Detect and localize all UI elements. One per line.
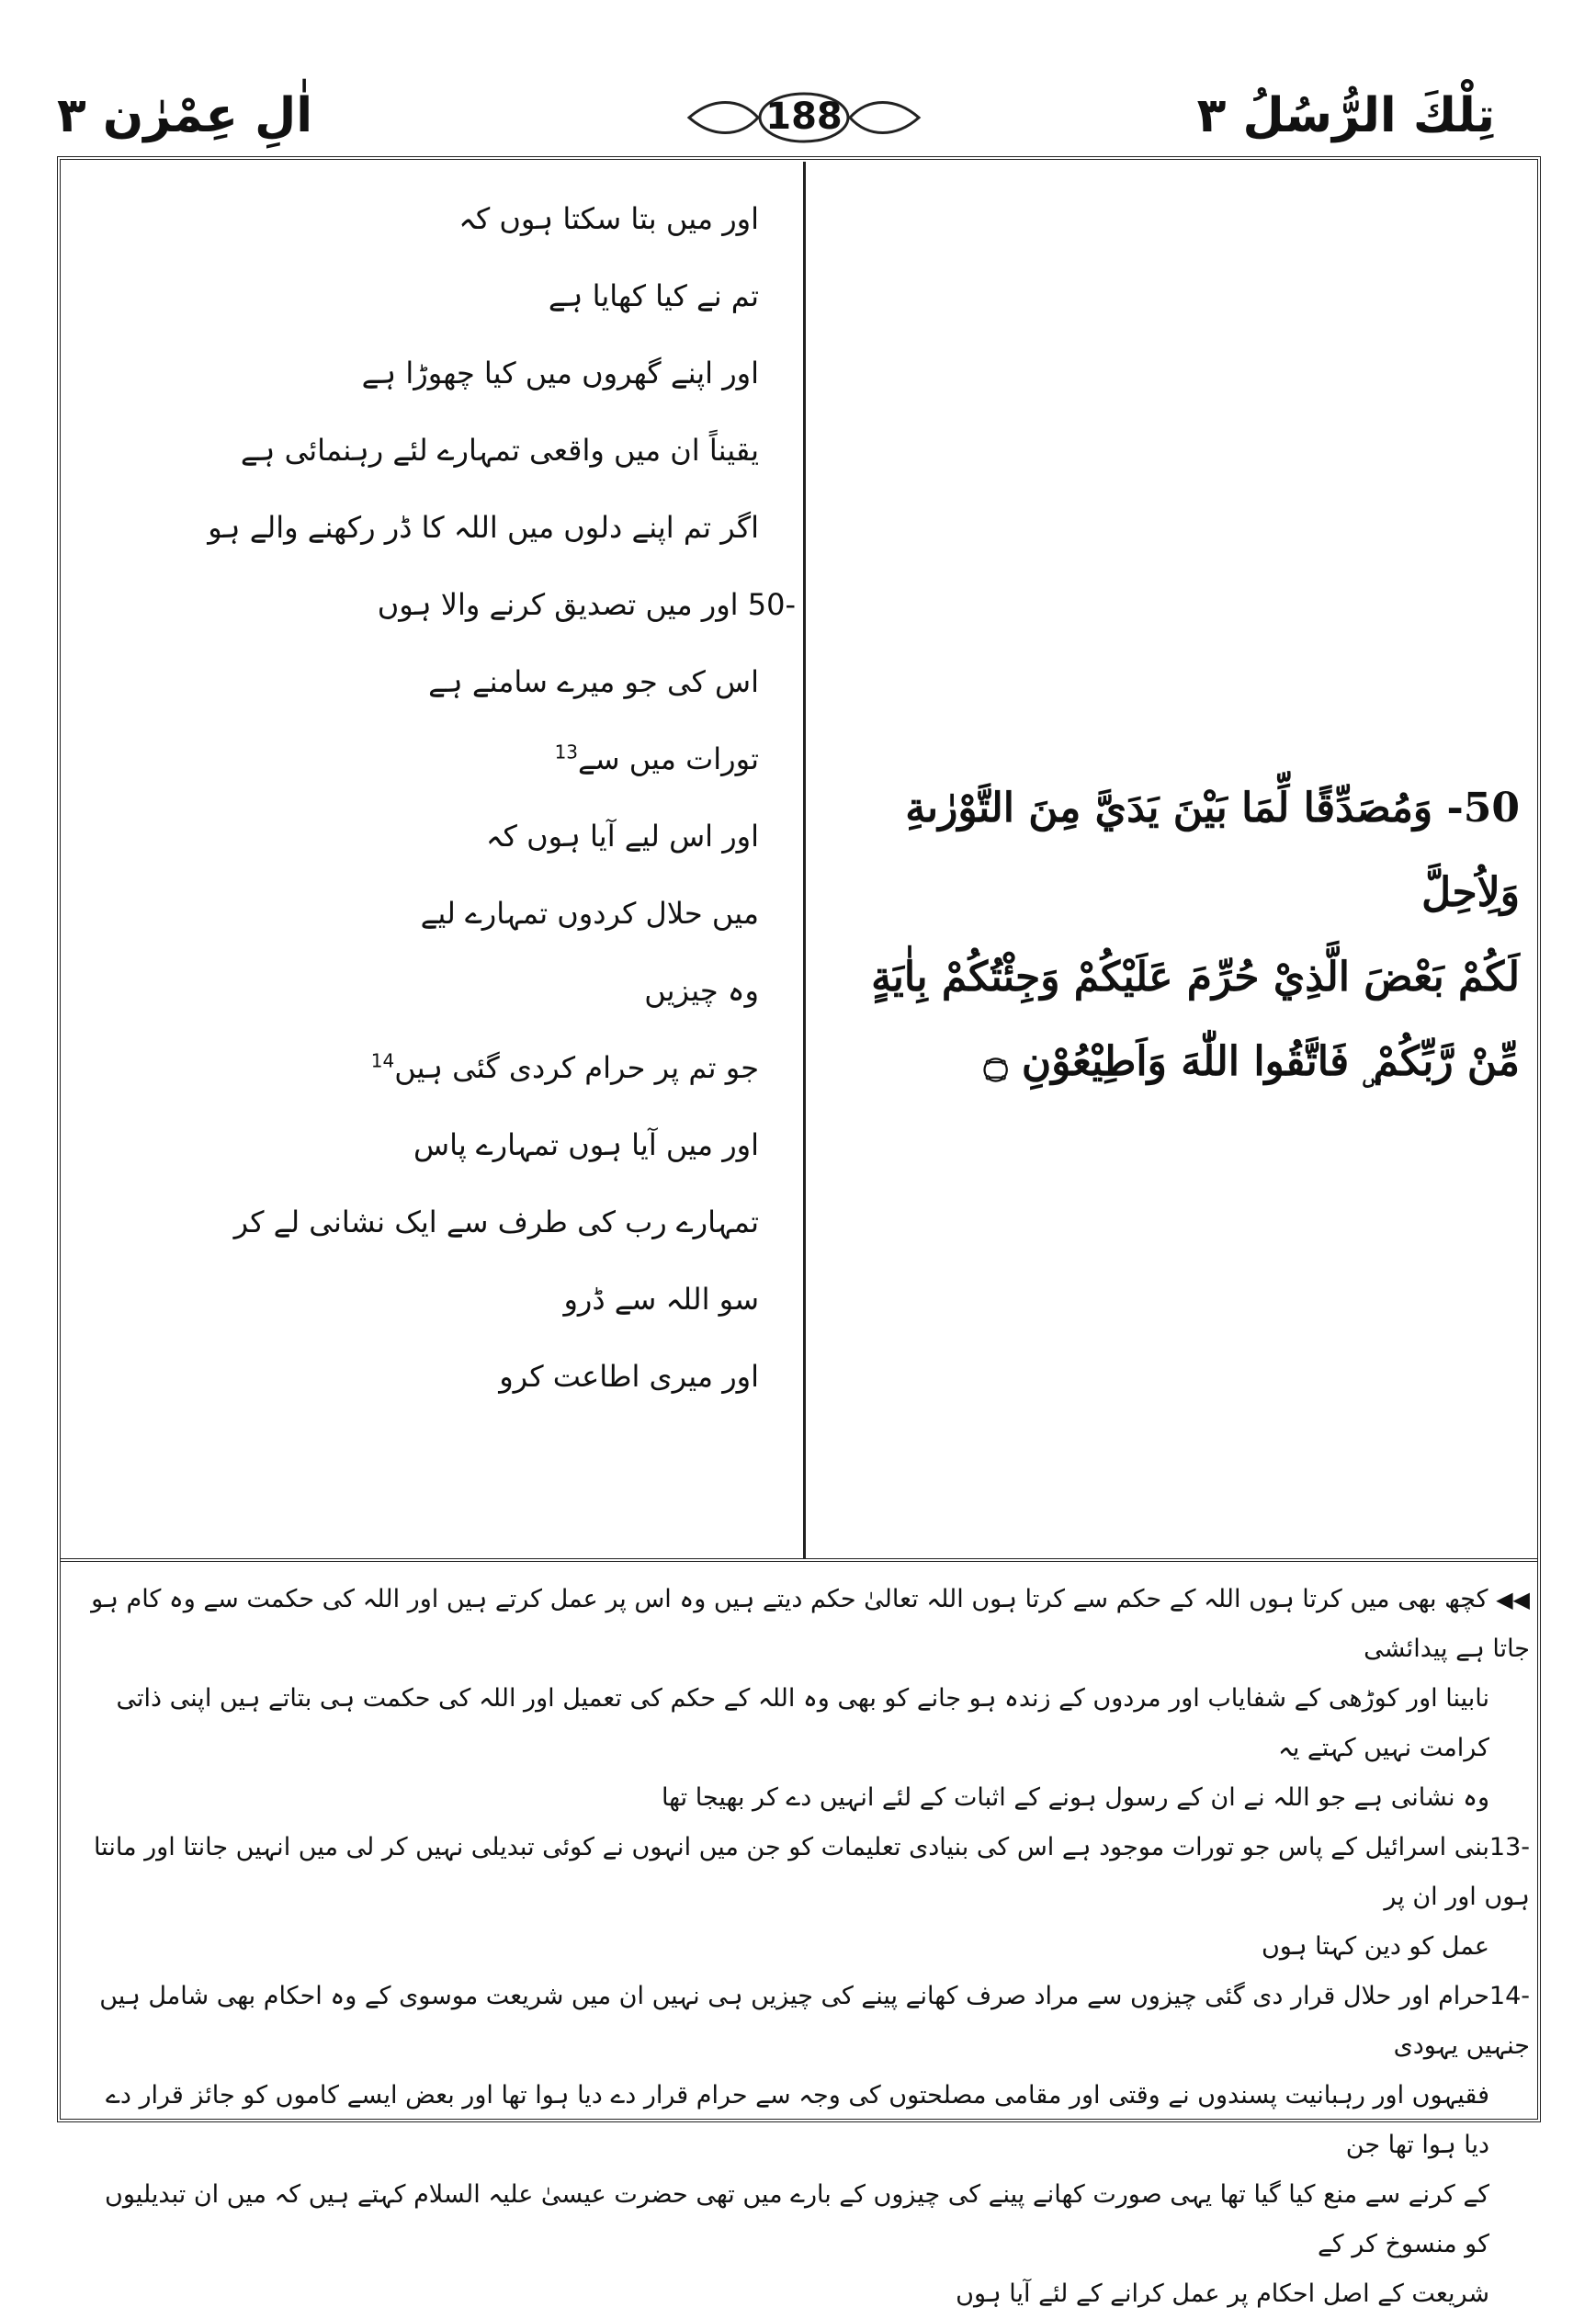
translation-line: اور اس لیے آیا ہوں کہ	[485, 819, 759, 854]
translation-line: -50 اور میں تصدیق کرنے والا ہوں	[377, 587, 796, 622]
header-right-title: تِلْكَ الرُّسُلُ ۳	[1196, 88, 1495, 143]
translation-line: جو تم پر حرام کردی گئی ہیں$^{14}$	[370, 1049, 759, 1085]
note-line: شریعت کے اصل احکام پر عمل کرانے کے لئے آیا ہوں	[956, 2279, 1489, 2308]
translation-line: یقیناً ان میں واقعی تمہارے لئے رہنمائی ہے	[240, 433, 759, 468]
page-frame	[57, 156, 1541, 2308]
translation-line: تورات میں سے$^{13}$	[554, 741, 759, 776]
verse-number: -50	[747, 587, 796, 622]
arabic-line: لَكُمْ بَعْضَ الَّذِيْ حُرِّمَ عَلَيْكُمْ وَجِئْتُكُمْ بِاٰيَةٍ	[871, 954, 1520, 1001]
note-line: -13بنی اسرائیل کے پاس جو تورات موجود ہے اس کی بنیادی تعلیمات کو جن میں انہوں نے کوئی تبدیلی نہیں کر لی میں انہیں جانتا اور مانتا ہوں اور ان پر	[93, 1833, 1530, 1911]
note-line: کے کرنے سے منع کیا گیا تھا یہی صورت کھانے پینے کی چیزوں کے بارے میں تھی حضرت عیسیٰ علیہ السلام کہتے ہیں کہ میں ان تبدیلیوں کو منسوخ کر کے	[105, 2180, 1489, 2258]
page-number: 188	[765, 96, 843, 138]
arrow-icon: ◀◀	[1496, 1587, 1530, 1612]
footnote-number: -14	[1488, 1982, 1530, 2010]
arabic-verse	[812, 766, 1520, 1104]
footnote-ref: 13	[554, 741, 579, 764]
note-line: عمل کو دین کہتا ہوں	[1261, 1932, 1489, 1961]
translation-line: اور میں بتا سکتا ہوں کہ	[458, 201, 759, 236]
note-line: نابینا اور کوڑھی کے شفایاب اور مردوں کے زندہ ہو جانے کو بھی وہ اللہ کے حکم کی تعمیل اور اللہ کی حکمت ہی بتاتے ہیں اپنی ذاتی کرامت نہیں کہتے یہ	[116, 1684, 1489, 1762]
translation-line: اگر تم اپنے دلوں میں اللہ کا ڈر رکھنے والے ہو	[208, 510, 759, 545]
translation-line: میں حلال کردوں تمہارے لیے	[420, 896, 759, 931]
translation-line: وہ چیزیں	[644, 973, 759, 1008]
translation-column	[97, 180, 796, 1415]
translation-line: اس کی جو میرے سامنے ہے	[428, 664, 759, 699]
verse-number: 50-	[1446, 785, 1520, 831]
translation-line: تم نے کیا کھایا ہے	[548, 278, 759, 313]
note-line: ◀◀ کچھ بھی میں کرتا ہوں اللہ کے حکم سے کرتا ہوں اللہ تعالیٰ حکم دیتے ہیں وہ اس پر عمل کرتے ہیں اور اللہ کی حکمت سے وہ کام ہو جاتا ہے پیدائشی	[91, 1585, 1530, 1663]
note-line: -14حرام اور حلال قرار دی گئی چیزوں سے مراد صرف کھانے پینے کی چیزیں ہی نہیں ان میں شریعت موسوی کے وہ احکام بھی شامل ہیں جنہیں یہودی	[99, 1982, 1530, 2060]
arabic-line: مِّنْ رَّبِّكُمْ ۣ فَاتَّقُوا اللّٰهَ وَاَطِيْعُوْنِ ۝	[983, 1038, 1520, 1085]
arabic-line: 50- وَمُصَدِّقًا لِّمَا بَيْنَ يَدَيَّ مِنَ التَّوْرٰىةِ وَلِاُحِلَّ	[905, 785, 1520, 916]
footnotes	[74, 1575, 1530, 2319]
page-number-ornament	[685, 90, 923, 145]
translation-line: اور میں آیا ہوں تمہارے پاس	[413, 1127, 759, 1162]
column-divider	[803, 162, 806, 1558]
translation-line: اور اپنے گھروں میں کیا چھوڑا ہے	[361, 356, 759, 390]
footnote-number: -13	[1488, 1833, 1530, 1861]
header-left-title: اٰلِ عِمْرٰن ۳	[57, 88, 313, 143]
translation-line: تمہارے رب کی طرف سے ایک نشانی لے کر	[233, 1205, 759, 1239]
translation-line: سو اللہ سے ڈرو	[563, 1282, 759, 1317]
translation-line: اور میری اطاعت کرو	[499, 1359, 759, 1394]
footnote-ref: 14	[370, 1049, 395, 1072]
note-line: وہ نشانی ہے جو اللہ نے ان کے رسول ہونے کے اثبات کے لئے انہیں دے کر بھیجا تھا	[661, 1783, 1489, 1812]
notes-divider	[61, 1558, 1537, 1562]
note-line: فقیہوں اور رہبانیت پسندوں نے وقتی اور مقامی مصلحتوں کی وجہ سے حرام قرار دے دیا ہوا تھا اور بعض ایسے کاموں کو جائز قرار دے دیا ہوا تھا جن	[106, 2081, 1489, 2159]
